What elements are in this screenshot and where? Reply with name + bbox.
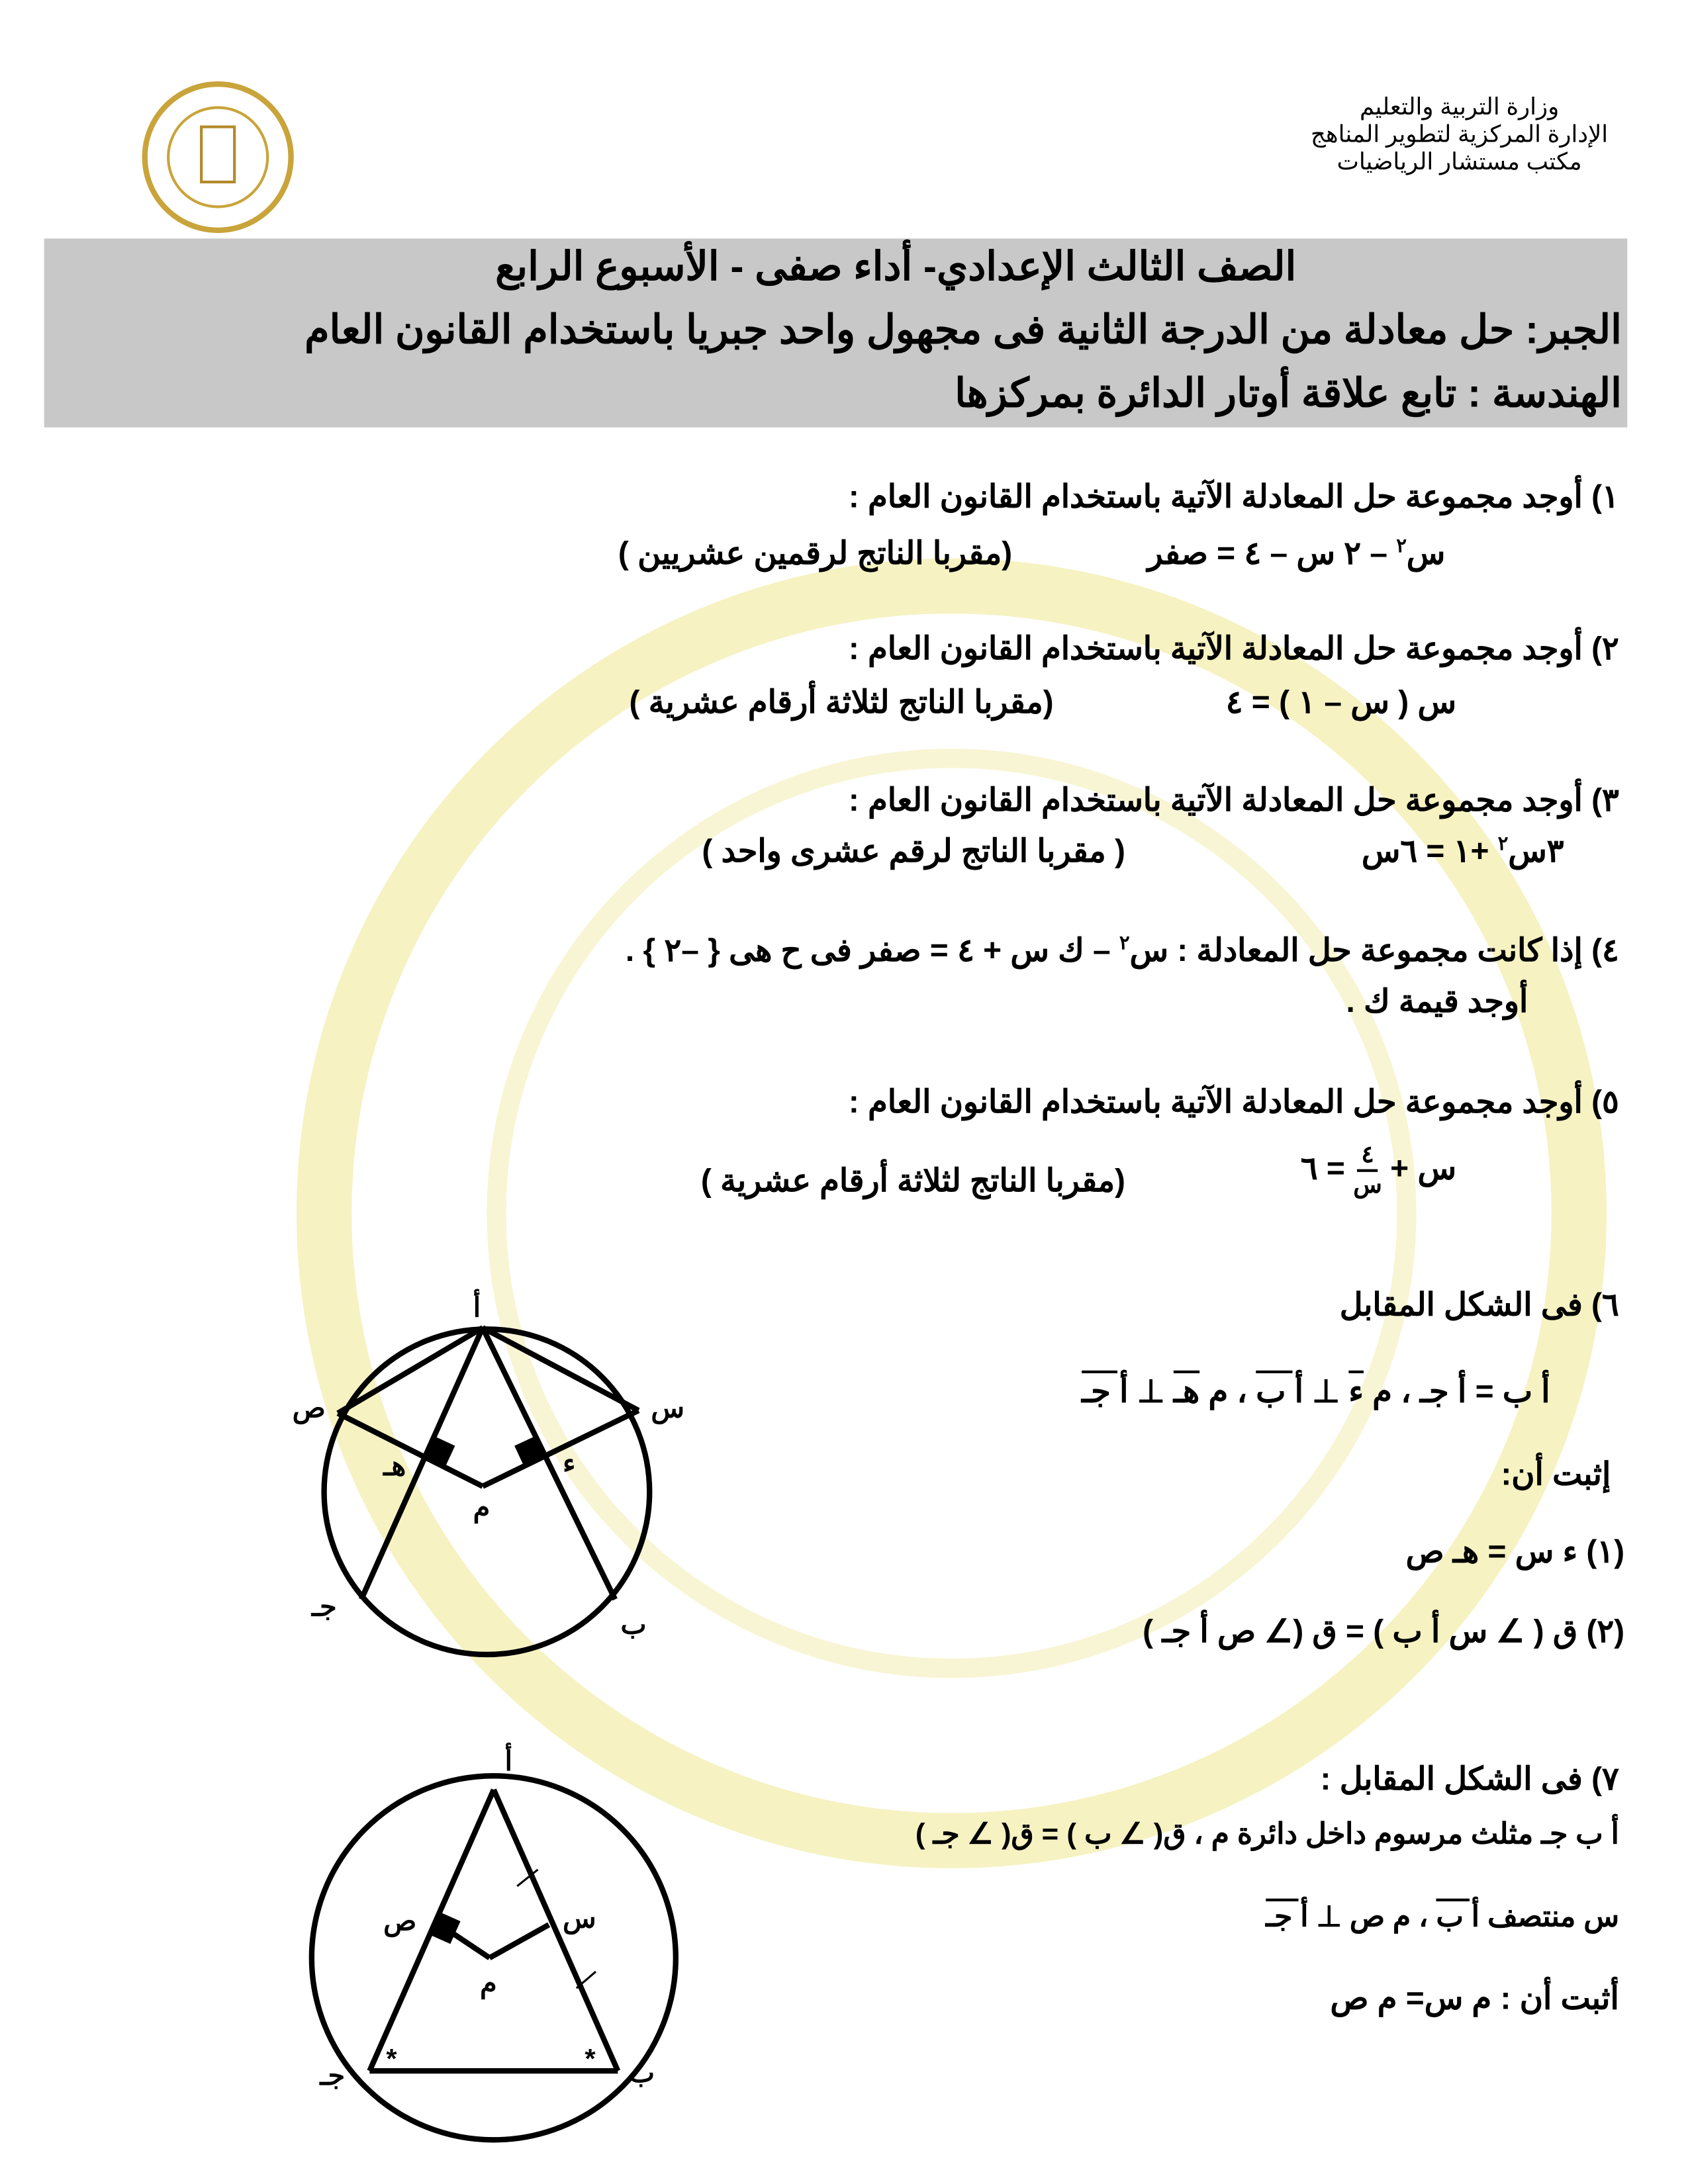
q6-seg-md: ء	[1348, 1373, 1364, 1410]
q4-title-sup: ٢	[1119, 933, 1130, 954]
perp-symbol: ⊥	[1137, 1373, 1165, 1410]
q1-eq-sup: ٢	[1396, 535, 1407, 557]
q5-frac-den: س	[1353, 1171, 1382, 1199]
q2-note: (مقربا الناتج لثلاثة أرقام عشرية )	[629, 684, 1054, 720]
label-j: جـ	[320, 2059, 346, 2091]
header-line-3: مكتب مستشار الرياضيات	[1336, 148, 1582, 175]
q5-eq-b: = ٦	[1300, 1150, 1345, 1186]
q3-eq-a: ٣س	[1508, 833, 1564, 869]
q7-given-2	[1266, 1900, 1619, 1934]
q3-eq-sup: ٢	[1497, 833, 1509, 854]
label-a: أ	[473, 1291, 481, 1323]
label-b: ب	[620, 1608, 647, 1640]
label-a: أ	[504, 1745, 513, 1776]
q5-frac-num: ٤	[1357, 1142, 1378, 1172]
header-line-2: الإدارة المركزية لتطوير المناهج	[1311, 121, 1609, 148]
perp-symbol: ⊥	[1312, 1373, 1340, 1410]
q7-title: ٧) فى الشكل المقابل :	[1320, 1760, 1619, 1797]
q6-seg-aj: أ جـ	[1082, 1373, 1129, 1410]
star-j: *	[386, 2042, 397, 2074]
q7-seg-aj: أ جـ	[1266, 1901, 1309, 1933]
q7-circle-figure	[0, 0, 827, 2184]
q3-equation	[1362, 833, 1564, 870]
q6-prove-2: (٢) ق ( ∠ س أ ب ) = ق (∠ ص أ جـ )	[1143, 1613, 1625, 1649]
q3-title: ٣) أوجد مجموعة حل المعادلة الآتية باستخدام القانون العام :	[848, 782, 1619, 818]
banner-grade-week: الصف الثالث الإعدادي- أداء صفى - الأسبوع الرابع	[495, 245, 1297, 290]
q2-title: ٢) أوجد مجموعة حل المعادلة الآتية باستخدام القانون العام :	[848, 630, 1619, 666]
q1-title: ١) أوجد مجموعة حل المعادلة الآتية باستخدام القانون العام :	[848, 478, 1619, 515]
q5-note: (مقربا الناتج لثلاثة أرقام عشرية )	[700, 1162, 1125, 1199]
label-sad: ص	[383, 1905, 417, 1936]
q6-seg-ab: أ ب	[1256, 1373, 1303, 1410]
q6-given	[1082, 1373, 1550, 1410]
header-line-1: وزارة التربية والتعليم	[1359, 93, 1560, 120]
q2-equation: س ( س – ١ ) = ٤	[1225, 684, 1456, 720]
q6-given-a: أ ب = أ جـ ، م	[1372, 1373, 1550, 1410]
label-j: جـ	[311, 1590, 337, 1622]
q7-line2-a: س منتصف	[1479, 1901, 1619, 1933]
q6-prove-label: إثبت أن:	[1501, 1455, 1611, 1492]
label-s: س	[562, 1902, 596, 1934]
q7-seg-ab: أ ب	[1436, 1901, 1479, 1933]
q1-eq-b: – ٢ س – ٤ = صفر	[1147, 535, 1397, 571]
q5-equation	[1301, 1142, 1456, 1199]
label-b: ب	[628, 2056, 655, 2088]
q5-title: ٥) أوجد مجموعة حل المعادلة الآتية باستخدام القانون العام :	[848, 1083, 1619, 1120]
label-e: ء	[562, 1447, 576, 1479]
ministry-header	[1311, 94, 1608, 177]
q1-note: (مقربا الناتج لرقمين عشريين )	[618, 535, 1013, 571]
label-h: هـ	[383, 1450, 406, 1482]
q7-given: أ ب جـ مثلث مرسوم داخل دائرة م ، ق( ∠ ب ) = ق( ∠ جـ )	[915, 1818, 1619, 1850]
q5-fraction	[1353, 1142, 1382, 1199]
star-b: *	[585, 2042, 596, 2074]
banner-algebra-topic: الجبر: حل معادلة من الدرجة الثانية فى مجهول واحد جبريا باستخدام القانون العام	[305, 308, 1622, 353]
label-m: م	[479, 1967, 497, 1999]
q6-prove-1: (١) ء س = هـ ص	[1405, 1533, 1625, 1569]
q4-title-b: – ك س + ٤ = صفر فى ح هى { –٢ } .	[625, 932, 1120, 968]
q3-eq-b: +١ = ٦س	[1361, 833, 1498, 869]
q1-equation	[1147, 535, 1445, 572]
label-s: س	[651, 1392, 685, 1424]
q3-note: ( مقربا الناتج لرقم عشرى واحد )	[702, 833, 1125, 869]
banner-geometry-topic: الهندسة : تابع علاقة أوتار الدائرة بمركزها	[955, 372, 1622, 417]
q6-title: ٦) فى الشكل المقابل	[1339, 1286, 1619, 1322]
q4-find-k: أوجد قيمة ك .	[1346, 983, 1528, 1019]
q7-prove: أثبت أن : م س= م ص	[1330, 1979, 1619, 2016]
label-m: م	[473, 1491, 491, 1523]
q5-eq-a: س +	[1390, 1150, 1456, 1186]
q7-line2-b: ، م ص ⊥	[1308, 1901, 1436, 1933]
q1-eq-a: س	[1406, 535, 1446, 571]
q4-title-a: ٤) إذا كانت مجموعة حل المعادلة : س	[1129, 932, 1619, 968]
q6-comma: ، م	[1208, 1373, 1256, 1410]
q6-seg-mh: هـ	[1173, 1373, 1200, 1410]
label-sad: ص	[292, 1392, 326, 1424]
